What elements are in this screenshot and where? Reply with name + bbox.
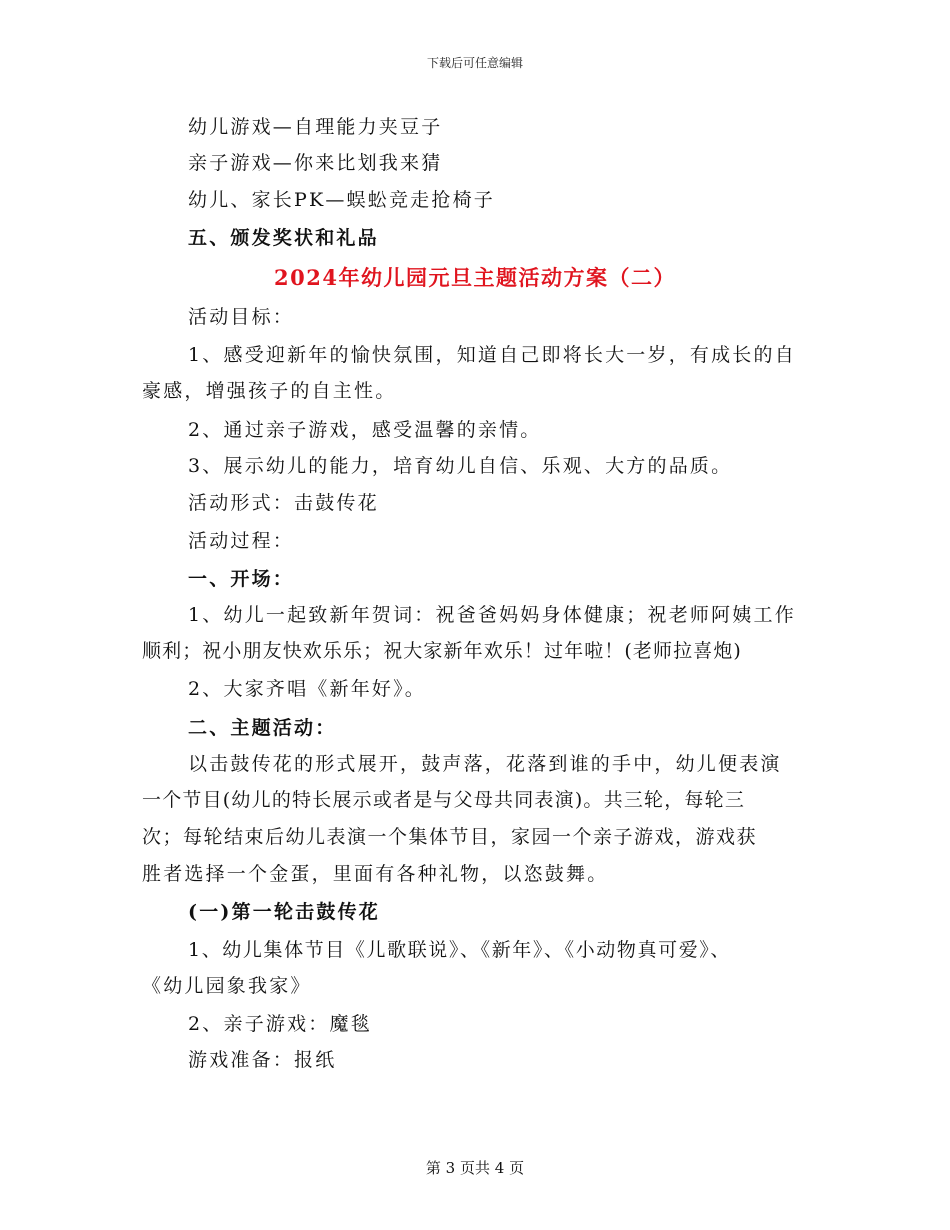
paragraph-line: 1、幼儿一起致新年贺词：祝爸爸妈妈身体健康；祝老师阿姨工作 — [188, 604, 796, 626]
page-header: 下载后可任意编辑 — [426, 56, 523, 70]
page-footer: 第 3 页共 4 页 — [425, 1159, 525, 1177]
sub-heading: (一)第一轮击鼓传花 — [188, 901, 380, 923]
paragraph-line: 一个节目(幼儿的特长展示或者是与父母共同表演)。共三轮，每轮三 — [142, 789, 746, 811]
paragraph-line: 2、亲子游戏：魔毯 — [188, 1013, 372, 1035]
section-heading: 一、开场： — [188, 568, 295, 590]
paragraph-line: 幼儿、家长PK—蜈蚣竞走抢椅子 — [188, 189, 495, 211]
paragraph-line: 1、感受迎新年的愉快氛围，知道自己即将长大一岁，有成长的自 — [188, 344, 796, 366]
paragraph-line: 顺利；祝小朋友快欢乐乐；祝大家新年欢乐！过年啦！(老师拉喜炮) — [142, 640, 742, 662]
paragraph-line: 活动形式：击鼓传花 — [188, 492, 379, 514]
paragraph-line: 亲子游戏—你来比划我来猜 — [188, 152, 443, 174]
paragraph-line: 2、通过亲子游戏，感受温馨的亲情。 — [188, 419, 542, 441]
paragraph-line: 1、幼儿集体节目《儿歌联说》、《新年》、《小动物真可爱》、 — [188, 939, 731, 961]
paragraph-line: 以击鼓传花的形式展开，鼓声落，花落到谁的手中，幼儿便表演 — [188, 753, 782, 775]
document-title: 2024年幼儿园元旦主题活动方案（二） — [274, 265, 676, 290]
section-heading: 五、颁发奖状和礼品 — [188, 227, 379, 249]
paragraph-line: 胜者选择一个金蛋，里面有各种礼物，以恣鼓舞。 — [142, 863, 609, 885]
section-heading: 二、主题活动： — [188, 717, 337, 739]
paragraph-line: 活动目标： — [188, 306, 295, 328]
paragraph-line: 幼儿游戏—自理能力夹豆子 — [188, 116, 443, 138]
paragraph-line: 豪感，增强孩子的自主性。 — [142, 380, 397, 402]
paragraph-line: 2、大家齐唱《新年好》。 — [188, 678, 426, 700]
paragraph-line: 次；每轮结束后幼儿表演一个集体节目，家园一个亲子游戏，游戏获 — [142, 826, 758, 848]
paragraph-line: 3、展示幼儿的能力，培育幼儿自信、乐观、大方的品质。 — [188, 455, 733, 477]
paragraph-line: 游戏准备：报纸 — [188, 1049, 337, 1071]
paragraph-line: 活动过程： — [188, 530, 295, 552]
paragraph-line: 《幼儿园象我家》 — [142, 975, 312, 997]
